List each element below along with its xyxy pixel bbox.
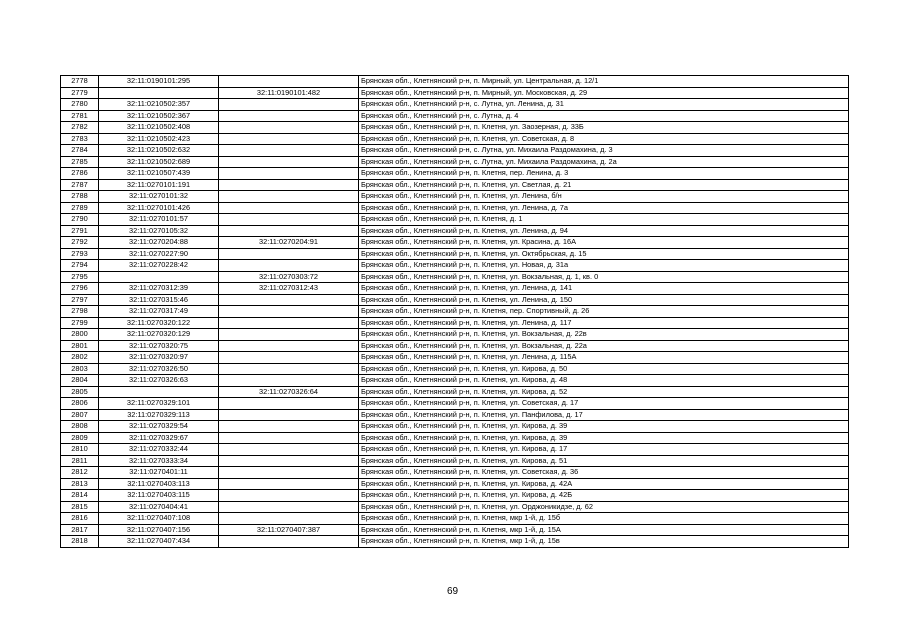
linked-cadastral-number-cell	[219, 76, 359, 88]
row-number-cell: 2813	[61, 478, 99, 490]
linked-cadastral-number-cell: 32:11:0190101:482	[219, 87, 359, 99]
linked-cadastral-number-cell: 32:11:0270312:43	[219, 283, 359, 295]
cadastral-number-cell: 32:11:0270101:426	[99, 202, 219, 214]
table-row	[61, 398, 849, 410]
row-number-cell: 2799	[61, 317, 99, 329]
address-cell: Брянская обл., Клетнянский р-н, п. Клетня, ул. Вокзальная, д. 22а	[359, 340, 849, 352]
linked-cadastral-number-cell	[219, 122, 359, 134]
address-cell: Брянская обл., Клетнянский р-н, п. Клетня, ул. Ленина, д. 141	[359, 283, 849, 295]
cadastral-number-cell: 32:11:0210502:408	[99, 122, 219, 134]
cadastral-number-cell: 32:11:0270227:90	[99, 248, 219, 260]
registry-table	[60, 75, 849, 548]
row-number-cell: 2792	[61, 237, 99, 249]
row-number-cell: 2816	[61, 513, 99, 525]
linked-cadastral-number-cell	[219, 398, 359, 410]
table-row	[61, 260, 849, 272]
row-number-cell: 2789	[61, 202, 99, 214]
cadastral-number-cell: 32:11:0270320:75	[99, 340, 219, 352]
linked-cadastral-number-cell	[219, 260, 359, 272]
address-cell: Брянская обл., Клетнянский р-н, п. Клетня, ул. Кирова, д. 42А	[359, 478, 849, 490]
row-number-cell: 2786	[61, 168, 99, 180]
table-row	[61, 352, 849, 364]
address-cell: Брянская обл., Клетнянский р-н, п. Клетня, ул. Кирова, д. 48	[359, 375, 849, 387]
cadastral-number-cell: 32:11:0210502:357	[99, 99, 219, 111]
cadastral-number-cell	[99, 271, 219, 283]
row-number-cell: 2791	[61, 225, 99, 237]
address-cell: Брянская обл., Клетнянский р-н, п. Клетня, пер. Ленина, д. 3	[359, 168, 849, 180]
cadastral-number-cell: 32:11:0270404:41	[99, 501, 219, 513]
table-row	[61, 145, 849, 157]
cadastral-number-cell: 32:11:0270326:63	[99, 375, 219, 387]
table-row	[61, 490, 849, 502]
table-row	[61, 237, 849, 249]
table-row	[61, 179, 849, 191]
linked-cadastral-number-cell	[219, 490, 359, 502]
linked-cadastral-number-cell	[219, 421, 359, 433]
address-cell: Брянская обл., Клетнянский р-н, п. Клетня, ул. Кирова, д. 42Б	[359, 490, 849, 502]
cadastral-number-cell: 32:11:0270315:46	[99, 294, 219, 306]
table-row	[61, 421, 849, 433]
cadastral-number-cell: 32:11:0270317:49	[99, 306, 219, 318]
address-cell: Брянская обл., Клетнянский р-н, п. Клетня, ул. Ленина, д. 150	[359, 294, 849, 306]
linked-cadastral-number-cell	[219, 168, 359, 180]
linked-cadastral-number-cell	[219, 99, 359, 111]
cadastral-number-cell: 32:11:0270332:44	[99, 444, 219, 456]
row-number-cell: 2779	[61, 87, 99, 99]
table-row	[61, 409, 849, 421]
table-row	[61, 524, 849, 536]
linked-cadastral-number-cell	[219, 248, 359, 260]
linked-cadastral-number-cell	[219, 317, 359, 329]
row-number-cell: 2793	[61, 248, 99, 260]
address-cell: Брянская обл., Клетнянский р-н, п. Клетня, ул. Кирова, д. 51	[359, 455, 849, 467]
page-number: 69	[446, 586, 459, 597]
address-cell: Брянская обл., Клетнянский р-н, п. Клетня, ул. Орджоникидзе, д. 62	[359, 501, 849, 513]
table-row	[61, 444, 849, 456]
row-number-cell: 2809	[61, 432, 99, 444]
cadastral-number-cell: 32:11:0270401:11	[99, 467, 219, 479]
table-row	[61, 536, 849, 548]
linked-cadastral-number-cell	[219, 329, 359, 341]
table-row	[61, 99, 849, 111]
address-cell: Брянская обл., Клетнянский р-н, п. Клетня, ул. Октябрьская, д. 15	[359, 248, 849, 260]
cadastral-number-cell: 32:11:0210502:689	[99, 156, 219, 168]
table-row	[61, 455, 849, 467]
address-cell: Брянская обл., Клетнянский р-н, п. Клетня, ул. Кирова, д. 39	[359, 432, 849, 444]
row-number-cell: 2785	[61, 156, 99, 168]
linked-cadastral-number-cell	[219, 225, 359, 237]
cadastral-number-cell: 32:11:0270329:101	[99, 398, 219, 410]
linked-cadastral-number-cell	[219, 294, 359, 306]
table-row	[61, 133, 849, 145]
cadastral-number-cell: 32:11:0270312:39	[99, 283, 219, 295]
address-cell: Брянская обл., Клетнянский р-н, п. Клетня, ул. Ленина, д. 7а	[359, 202, 849, 214]
linked-cadastral-number-cell	[219, 133, 359, 145]
linked-cadastral-number-cell	[219, 145, 359, 157]
table-row	[61, 122, 849, 134]
cadastral-number-cell: 32:11:0270320:129	[99, 329, 219, 341]
linked-cadastral-number-cell: 32:11:0270407:387	[219, 524, 359, 536]
cadastral-number-cell: 32:11:0270329:113	[99, 409, 219, 421]
table-row	[61, 110, 849, 122]
cadastral-number-cell	[99, 386, 219, 398]
row-number-cell: 2778	[61, 76, 99, 88]
address-cell: Брянская обл., Клетнянский р-н, п. Клетня, ул. Светлая, д. 21	[359, 179, 849, 191]
linked-cadastral-number-cell	[219, 375, 359, 387]
row-number-cell: 2797	[61, 294, 99, 306]
linked-cadastral-number-cell	[219, 179, 359, 191]
row-number-cell: 2800	[61, 329, 99, 341]
cadastral-number-cell: 32:11:0270320:122	[99, 317, 219, 329]
row-number-cell: 2782	[61, 122, 99, 134]
address-cell: Брянская обл., Клетнянский р-н, п. Клетня, ул. Вокзальная, д. 1, кв. 0	[359, 271, 849, 283]
row-number-cell: 2801	[61, 340, 99, 352]
table-row	[61, 225, 849, 237]
linked-cadastral-number-cell	[219, 352, 359, 364]
table-row	[61, 168, 849, 180]
address-cell: Брянская обл., Клетнянский р-н, с. Лутна, ул. Михаила Раздомахина, д. 3	[359, 145, 849, 157]
address-cell: Брянская обл., Клетнянский р-н, п. Клетня, пер. Спортивный, д. 26	[359, 306, 849, 318]
address-cell: Брянская обл., Клетнянский р-н, п. Клетня, мкр 1-й, д. 15в	[359, 536, 849, 548]
linked-cadastral-number-cell	[219, 467, 359, 479]
row-number-cell: 2781	[61, 110, 99, 122]
table-row	[61, 202, 849, 214]
table-row	[61, 478, 849, 490]
cadastral-number-cell: 32:11:0210502:632	[99, 145, 219, 157]
cadastral-number-cell: 32:11:0270407:156	[99, 524, 219, 536]
cadastral-number-cell: 32:11:0210502:423	[99, 133, 219, 145]
row-number-cell: 2803	[61, 363, 99, 375]
cadastral-number-cell: 32:11:0270105:32	[99, 225, 219, 237]
cadastral-number-cell: 32:11:0270204:88	[99, 237, 219, 249]
table-row	[61, 283, 849, 295]
row-number-cell: 2805	[61, 386, 99, 398]
address-cell: Брянская обл., Клетнянский р-н, п. Мирный, ул. Московская, д. 29	[359, 87, 849, 99]
address-cell: Брянская обл., Клетнянский р-н, п. Клетня, мкр 1-й, д. 15б	[359, 513, 849, 525]
cadastral-number-cell: 32:11:0210507:439	[99, 168, 219, 180]
cadastral-number-cell: 32:11:0270407:434	[99, 536, 219, 548]
address-cell: Брянская обл., Клетнянский р-н, п. Клетня, ул. Советская, д. 36	[359, 467, 849, 479]
linked-cadastral-number-cell	[219, 156, 359, 168]
row-number-cell: 2817	[61, 524, 99, 536]
linked-cadastral-number-cell	[219, 191, 359, 203]
address-cell: Брянская обл., Клетнянский р-н, п. Клетня, ул. Панфилова, д. 17	[359, 409, 849, 421]
table-row	[61, 87, 849, 99]
row-number-cell: 2787	[61, 179, 99, 191]
row-number-cell: 2783	[61, 133, 99, 145]
row-number-cell: 2788	[61, 191, 99, 203]
row-number-cell: 2814	[61, 490, 99, 502]
linked-cadastral-number-cell	[219, 478, 359, 490]
address-cell: Брянская обл., Клетнянский р-н, п. Клетня, мкр 1-й, д. 15А	[359, 524, 849, 536]
cadastral-number-cell: 32:11:0270333:34	[99, 455, 219, 467]
linked-cadastral-number-cell	[219, 110, 359, 122]
table-row	[61, 329, 849, 341]
row-number-cell: 2808	[61, 421, 99, 433]
cadastral-number-cell: 32:11:0270329:54	[99, 421, 219, 433]
linked-cadastral-number-cell: 32:11:0270303:72	[219, 271, 359, 283]
cadastral-number-cell: 32:11:0270101:32	[99, 191, 219, 203]
table-row	[61, 317, 849, 329]
address-cell: Брянская обл., Клетнянский р-н, п. Клетня, ул. Ленина, д. 94	[359, 225, 849, 237]
table-row	[61, 340, 849, 352]
cadastral-number-cell: 32:11:0270407:108	[99, 513, 219, 525]
row-number-cell: 2806	[61, 398, 99, 410]
row-number-cell: 2818	[61, 536, 99, 548]
table-row	[61, 513, 849, 525]
linked-cadastral-number-cell	[219, 202, 359, 214]
table-row	[61, 306, 849, 318]
address-cell: Брянская обл., Клетнянский р-н, п. Клетня, ул. Ленина, д. 117	[359, 317, 849, 329]
linked-cadastral-number-cell	[219, 444, 359, 456]
linked-cadastral-number-cell	[219, 432, 359, 444]
table-row	[61, 467, 849, 479]
row-number-cell: 2794	[61, 260, 99, 272]
linked-cadastral-number-cell	[219, 455, 359, 467]
cadastral-number-cell	[99, 87, 219, 99]
cadastral-number-cell: 32:11:0270326:50	[99, 363, 219, 375]
table-row	[61, 248, 849, 260]
linked-cadastral-number-cell: 32:11:0270326:64	[219, 386, 359, 398]
table-row	[61, 363, 849, 375]
cadastral-number-cell: 32:11:0270101:57	[99, 214, 219, 226]
row-number-cell: 2795	[61, 271, 99, 283]
registry-table-body	[61, 76, 849, 548]
row-number-cell: 2802	[61, 352, 99, 364]
row-number-cell: 2798	[61, 306, 99, 318]
row-number-cell: 2790	[61, 214, 99, 226]
address-cell: Брянская обл., Клетнянский р-н, п. Клетня, ул. Кирова, д. 50	[359, 363, 849, 375]
linked-cadastral-number-cell	[219, 409, 359, 421]
table-row	[61, 501, 849, 513]
linked-cadastral-number-cell	[219, 513, 359, 525]
row-number-cell: 2810	[61, 444, 99, 456]
address-cell: Брянская обл., Клетнянский р-н, с. Лутна, ул. Ленина, д. 31	[359, 99, 849, 111]
address-cell: Брянская обл., Клетнянский р-н, п. Клетня, ул. Ленина, д. 115А	[359, 352, 849, 364]
address-cell: Брянская обл., Клетнянский р-н, п. Клетня, ул. Кирова, д. 17	[359, 444, 849, 456]
cadastral-number-cell: 32:11:0270403:115	[99, 490, 219, 502]
linked-cadastral-number-cell	[219, 501, 359, 513]
table-row	[61, 386, 849, 398]
address-cell: Брянская обл., Клетнянский р-н, с. Лутна, д. 4	[359, 110, 849, 122]
table-row	[61, 214, 849, 226]
cadastral-number-cell: 32:11:0270329:67	[99, 432, 219, 444]
table-row	[61, 76, 849, 88]
address-cell: Брянская обл., Клетнянский р-н, п. Клетня, ул. Кирова, д. 52	[359, 386, 849, 398]
row-number-cell: 2804	[61, 375, 99, 387]
address-cell: Брянская обл., Клетнянский р-н, п. Клетня, ул. Кирова, д. 39	[359, 421, 849, 433]
table-row	[61, 294, 849, 306]
linked-cadastral-number-cell	[219, 214, 359, 226]
row-number-cell: 2807	[61, 409, 99, 421]
address-cell: Брянская обл., Клетнянский р-н, п. Клетня, д. 1	[359, 214, 849, 226]
linked-cadastral-number-cell: 32:11:0270204:91	[219, 237, 359, 249]
address-cell: Брянская обл., Клетнянский р-н, с. Лутна, ул. Михаила Раздомахина, д. 2а	[359, 156, 849, 168]
cadastral-number-cell: 32:11:0270228:42	[99, 260, 219, 272]
row-number-cell: 2784	[61, 145, 99, 157]
row-number-cell: 2811	[61, 455, 99, 467]
linked-cadastral-number-cell	[219, 363, 359, 375]
address-cell: Брянская обл., Клетнянский р-н, п. Клетня, ул. Новая, д. 31а	[359, 260, 849, 272]
address-cell: Брянская обл., Клетнянский р-н, п. Клетня, ул. Советская, д. 17	[359, 398, 849, 410]
address-cell: Брянская обл., Клетнянский р-н, п. Мирный, ул. Центральная, д. 12/1	[359, 76, 849, 88]
row-number-cell: 2815	[61, 501, 99, 513]
address-cell: Брянская обл., Клетнянский р-н, п. Клетня, ул. Советская, д. 8	[359, 133, 849, 145]
address-cell: Брянская обл., Клетнянский р-н, п. Клетня, ул. Ленина, б/н	[359, 191, 849, 203]
cadastral-number-cell: 32:11:0210502:367	[99, 110, 219, 122]
table-row	[61, 375, 849, 387]
cadastral-number-cell: 32:11:0270320:97	[99, 352, 219, 364]
cadastral-number-cell: 32:11:0270101:191	[99, 179, 219, 191]
cadastral-number-cell: 32:11:0270403:113	[99, 478, 219, 490]
table-row	[61, 156, 849, 168]
linked-cadastral-number-cell	[219, 340, 359, 352]
linked-cadastral-number-cell	[219, 306, 359, 318]
table-row	[61, 191, 849, 203]
row-number-cell: 2796	[61, 283, 99, 295]
table-row	[61, 271, 849, 283]
address-cell: Брянская обл., Клетнянский р-н, п. Клетня, ул. Красина, д. 16А	[359, 237, 849, 249]
linked-cadastral-number-cell	[219, 536, 359, 548]
row-number-cell: 2780	[61, 99, 99, 111]
address-cell: Брянская обл., Клетнянский р-н, п. Клетня, ул. Заозерная, д. 33Б	[359, 122, 849, 134]
row-number-cell: 2812	[61, 467, 99, 479]
table-row	[61, 432, 849, 444]
cadastral-number-cell: 32:11:0190101:295	[99, 76, 219, 88]
address-cell: Брянская обл., Клетнянский р-н, п. Клетня, ул. Вокзальная, д. 22в	[359, 329, 849, 341]
